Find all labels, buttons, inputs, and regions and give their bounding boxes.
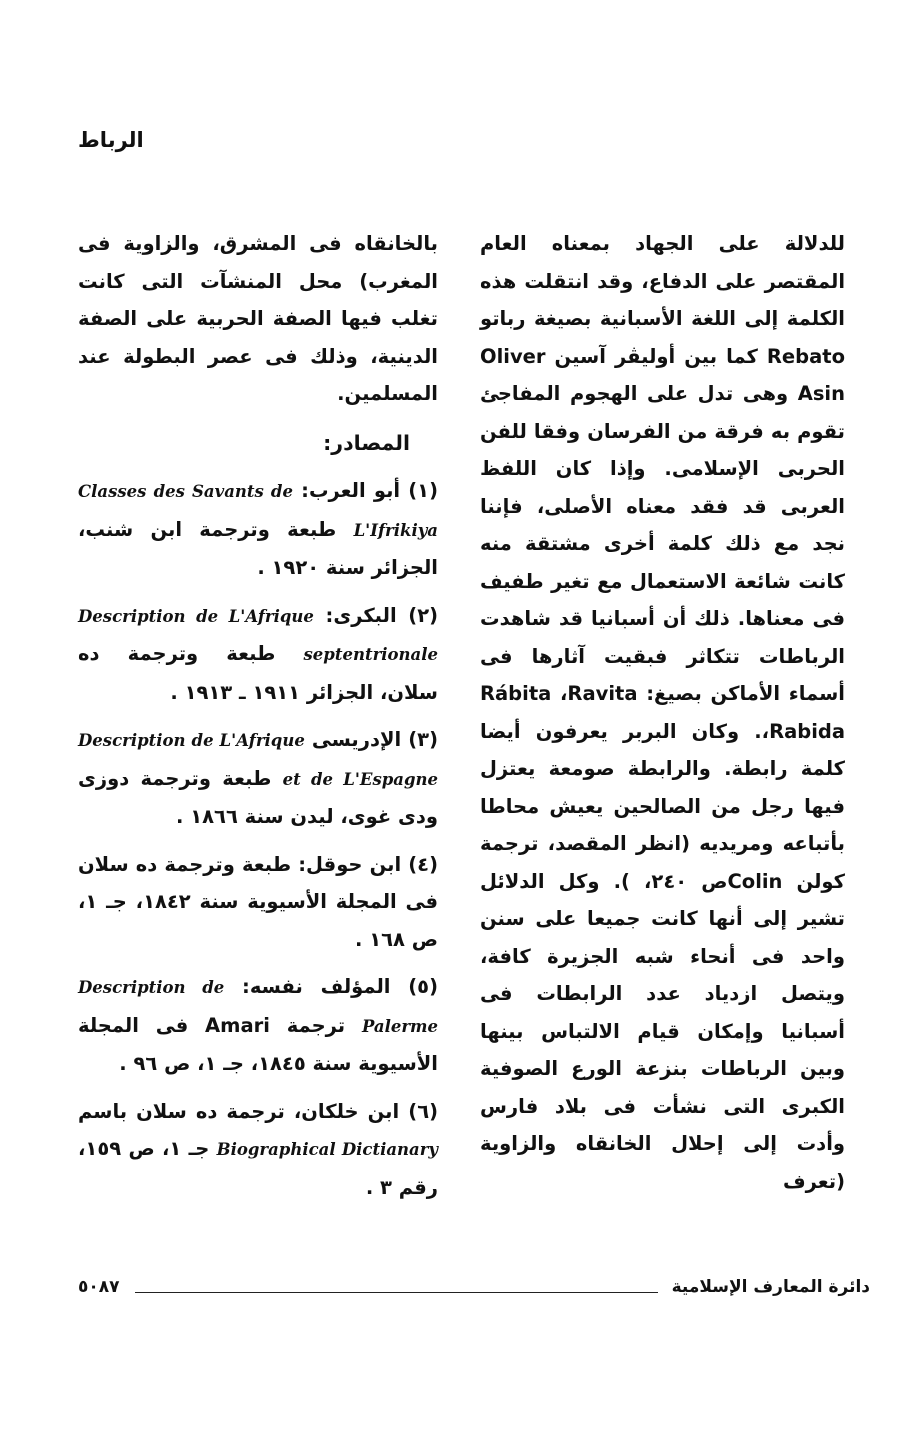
reference-latin-title: Description de Palerme bbox=[78, 978, 439, 1036]
reference-item bbox=[78, 846, 438, 959]
reference-author: المؤلف نفسه: bbox=[242, 975, 391, 998]
reference-latin-title: Biographical Dictianary bbox=[216, 1140, 439, 1159]
reference-item bbox=[78, 597, 438, 712]
reference-number: (٤) bbox=[408, 852, 438, 876]
sources-heading: المصادر: bbox=[323, 430, 410, 455]
reference-details: طبعة وترجمة ده سلان، الجزائر ١٩١١ ـ ١٩١٣ . bbox=[78, 642, 438, 704]
reference-details: جـ ١، ص ١٥٩، رقم ٣ . bbox=[78, 1137, 438, 1199]
reference-latin-title: Description de L'Afrique et de L'Espagne bbox=[78, 731, 438, 789]
reference-details: طبعة وترجمة ابن شنب، الجزائر سنة ١٩٢٠ . bbox=[78, 517, 438, 579]
reference-author: أبو العرب: bbox=[301, 479, 401, 502]
reference-item bbox=[78, 968, 438, 1083]
reference-details: طبعة وترجمة دوزى ودى غوى، ليدن سنة ١٨٦٦ . bbox=[78, 766, 438, 828]
body-paragraph: بالخانقاه فى المشرق، والزاوية فى المغرب) محل المنشآت التى كانت تغلب فيها الصفة الحربية على الصفة الدينية، وذلك فى عصر البطولة عند المسلمين. bbox=[78, 232, 438, 405]
reference-latin-title: Description de L'Afrique septentrionale bbox=[78, 606, 438, 664]
reference-number: (٦) bbox=[408, 1099, 439, 1123]
footer-rule bbox=[135, 1292, 658, 1293]
running-head: الرباط bbox=[78, 128, 144, 152]
right-column bbox=[480, 225, 845, 1200]
reference-details: ابن حوقل: طبعة وترجمة ده سلان فى المجلة الأسيوية سنة ١٨٤٢، جـ ١، ص ١٦٨ . bbox=[78, 852, 438, 951]
reference-number: (٣) bbox=[408, 728, 438, 751]
page-number: ٥٠٨٧ bbox=[78, 1277, 120, 1297]
reference-item bbox=[78, 721, 438, 836]
body-paragraph: للدلالة على الجهاد بمعناه العام المقتصر على الدفاع، وقد انتقلت هذه الكلمة إلى اللغة الأسبانية بصيغة رباتو Rebato كما بين أوليڤر آسين Oliver Asin وهى تدل على الهجوم المفاجئ تقوم به فرقة من الفرسان وفقا للفن الحربى الإسلامى. وإذا كان اللفظ العربى قد فقد معناه الأصلى، فإننا نجد مع ذلك كلمة أخرى مشتقة منه كانت شائعة الاستعمال مع تغير طفيف فى معناها. ذلك أن أسبانيا قد شاهدت الرباطات تتكاثر فبقيت آثارها فى أسماء الأماكن بصيغ: Rábita ،Ravita ،Rabida. وكان البربر يعرفون أيضا كلمة رابطة. والرابطة صومعة يعتزل فيها رجل من الصالحين يعيش محاطا بأتباعه ومريديه (انظر المقصد، ترجمة كولن Colinص ٢٤٠، ). وكل الدلائل تشير إلى أنها كانت جميعا على سنن واحد فى أنحاء شبه الجزيرة كافة، ويتصل ازدياد عدد الرابطات فى أسبانيا وإمكان قيام الالتباس بينها وبين الرباطات بنزعة الورع الصوفية الكبرى التى نشأت فى بلاد فارس وأدت إلى إحلال الخانقاه والزاوية (تعرف bbox=[480, 232, 845, 1193]
reference-latin-title: Classes des Savants de L'Ifrikiya bbox=[78, 482, 438, 540]
reference-author: الإدريسى bbox=[311, 728, 402, 751]
footer-title: دائرة المعارف الإسلامية bbox=[671, 1277, 870, 1297]
left-column bbox=[78, 225, 438, 1206]
reference-number: (١) bbox=[408, 479, 438, 502]
reference-author: ابن خلكان، ترجمة ده سلان باسم bbox=[78, 1099, 400, 1123]
reference-item bbox=[78, 472, 438, 587]
reference-item bbox=[78, 1093, 438, 1207]
reference-details: ترجمة Amari فى المجلة الأسيوية سنة ١٨٤٥، جـ ١، ص ٩٦ . bbox=[78, 1013, 438, 1075]
reference-number: (٢) bbox=[408, 603, 439, 627]
reference-number: (٥) bbox=[408, 975, 438, 998]
page-footer bbox=[78, 1275, 870, 1305]
reference-author: البكرى: bbox=[325, 603, 397, 627]
